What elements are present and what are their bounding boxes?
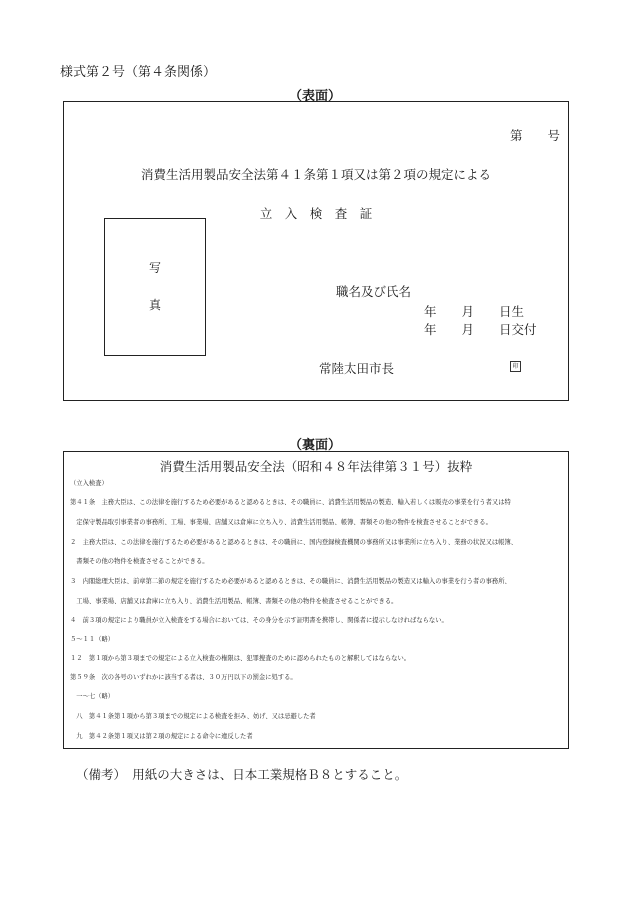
excerpt-line: 八 第４１条第１項から第３項までの規定による検査を拒み、妨げ、又は忌避した者 <box>70 713 316 720</box>
excerpt-line: 書類その他の物件を検査させることができる。 <box>70 558 209 565</box>
excerpt-title: 消費生活用製品安全法（昭和４８年法律第３１号）抜粋 <box>159 459 473 474</box>
front-side-card <box>63 101 569 401</box>
number-label: 第 号 <box>510 128 561 143</box>
birth-date-line: 年 月 日生 <box>424 304 525 319</box>
excerpt-line: 九 第４２条第１項又は第２項の規定による命令に違反した者 <box>70 733 253 740</box>
excerpt-line: 定保守製品取引事業者の事務所、工場、事業場、店舗又は倉庫に立ち入り、消費生活用製品、帳簿、書類その他の物件を検査させることができる。 <box>70 519 492 526</box>
excerpt-line: 一～七（略） <box>70 693 115 700</box>
certificate-title: 立 入 検 査 証 <box>259 206 373 221</box>
photo-placeholder <box>104 218 206 356</box>
front-section-title: （表面） <box>288 89 341 104</box>
issue-date-line: 年 月 日交付 <box>424 322 537 337</box>
excerpt-line: １２ 第１項から第３項までの規定による立入検査の権限は、犯罪捜査のために認められたものと解釈してはならない。 <box>70 655 411 662</box>
excerpt-line: ２ 主務大臣は、この法律を施行するため必要があると認めるときは、その職員に、国内登録検査機関の事務所又は事業所に立ち入り、業務の状況又は帳簿、 <box>70 539 518 546</box>
name-label: 職名及び氏名 <box>336 284 412 299</box>
excerpt-line: （立入検査） <box>70 480 108 487</box>
seal-mark: 印 <box>510 361 521 372</box>
excerpt-line: 工場、事業場、店舗又は倉庫に立ち入り、消費生活用製品、帳簿、書類その他の物件を検査させることができる。 <box>70 598 398 605</box>
law-line: 消費生活用製品安全法第４１条第１項又は第２項の規定による <box>140 167 491 182</box>
photo-label-bottom: 真 <box>148 298 161 312</box>
excerpt-line: 第５９条 次の各号のいずれかに該当する者は、３０万円以下の罰金に処する。 <box>70 674 297 681</box>
remarks-note: （備考） 用紙の大きさは、日本工業規格Ｂ８とすること。 <box>76 767 408 782</box>
form-label: 様式第２号（第４条関係） <box>60 65 217 80</box>
issuer-name: 常陸太田市長 <box>319 361 395 376</box>
excerpt-line: ５～１１（略） <box>70 636 115 643</box>
excerpt-line: 第４１条 主務大臣は、この法律を施行するため必要があると認めるときは、その職員に、消費生活用製品の製造、輸入若しくは販売の事業を行う者又は特 <box>70 499 511 506</box>
back-side-card <box>63 451 569 749</box>
excerpt-line: ３ 内閣総理大臣は、前章第二節の規定を施行するため必要があると認めるときは、その職員に、消費生活用製品の製造又は輸入の事業を行う者の事務所、 <box>70 578 511 585</box>
back-section-title: （裏面） <box>288 438 341 453</box>
excerpt-line: ４ 前３項の規定により職員が立入検査をする場合においては、その身分を示す証明書を携帯し、関係者に提示しなければならない。 <box>70 617 448 624</box>
photo-label-top: 写 <box>148 261 161 275</box>
